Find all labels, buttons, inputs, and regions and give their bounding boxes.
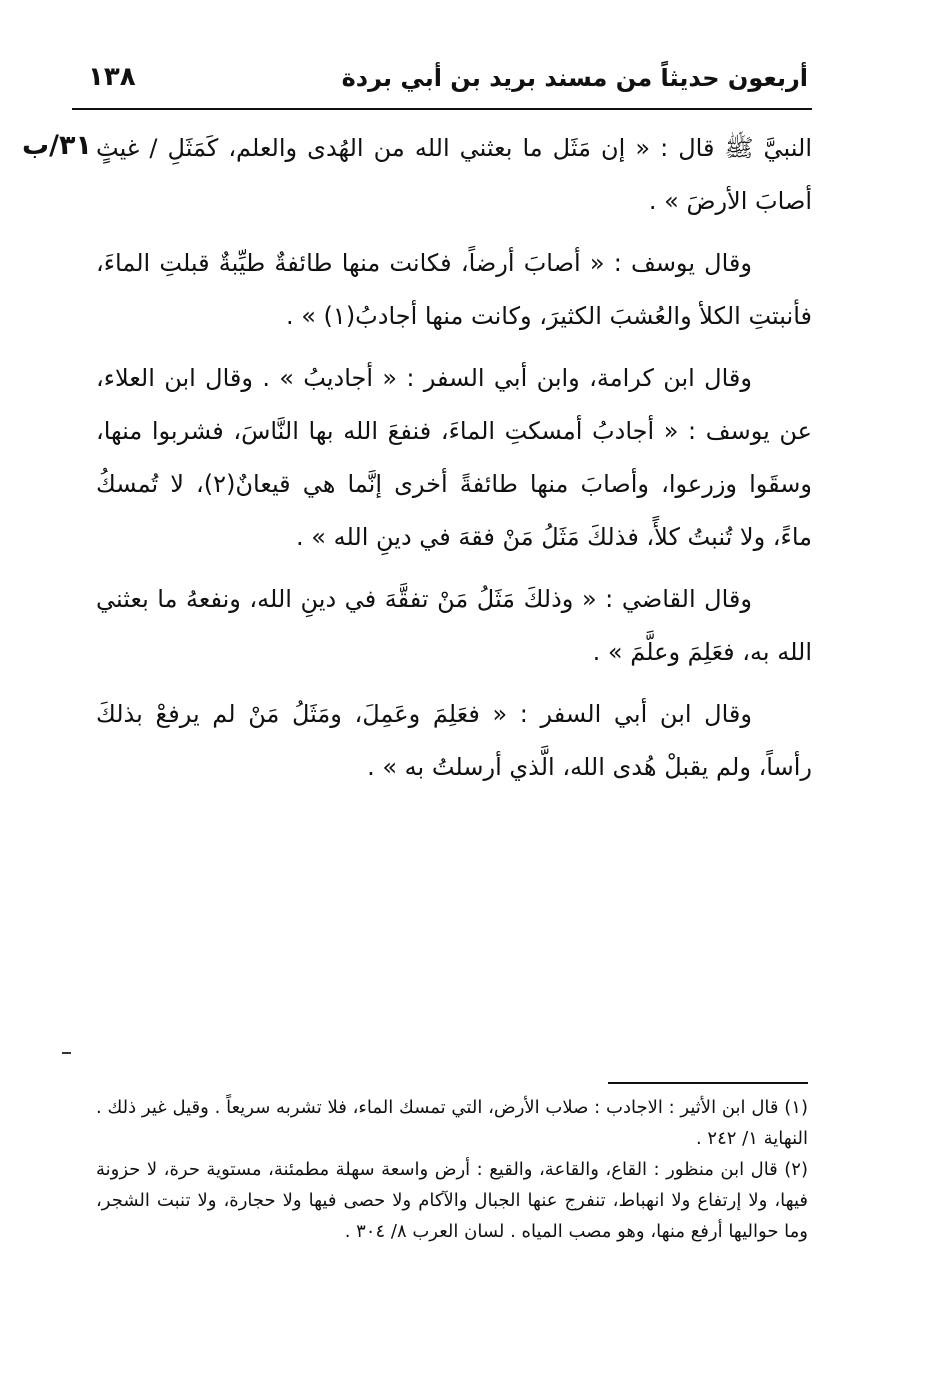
stray-mark xyxy=(62,1052,71,1054)
header-rule xyxy=(72,108,812,110)
page-number: ١٣٨ xyxy=(88,62,136,92)
footnotes xyxy=(96,1092,808,1247)
paragraph-2: وقال يوسف : « أصابَ أرضاً، فكانت منها طائفةٌ طيِّبةٌ قبلتِ الماءَ، فأنبتتِ الكلأ والعُشبَ الكثيرَ، وكانت منها أجادبُ(١) » . xyxy=(96,249,812,330)
running-title: أربعون حديثاً من مسند بريد بن أبي بردة xyxy=(341,64,808,92)
footnote-separator xyxy=(608,1082,808,1084)
footnote-1: (١) قال ابن الأثير : الاجادب : صلاب الأرض، التي تمسك الماء، فلا تشربه سريعاً . وقيل غير ذلك . النهاية ١/ ٢٤٢ . xyxy=(96,1097,808,1149)
paragraph-1: النبيَّ ﷺ قال : « إن مَثَل ما بعثني الله من الهُدى والعلم، كَمَثَلِ / غيثٍ أصابَ الأرضَ » . xyxy=(96,134,812,215)
manuscript-folio-reference: ٣١/ب xyxy=(22,130,92,161)
main-text xyxy=(96,122,812,803)
footnote-2: (٢) قال ابن منظور : القاع، والقاعة، والقيع : أرض واسعة سهلة مطمئنة، مستوية حرة، لا حزونة فيها، ولا إرتفاع ولا انهباط، تنفرج عنها الجبال والآكام ولا حصى فيها ولا حجارة، ولا تنبت الشجر، وما حواليها أرفع منها، وهو مصب المياه . لسان العرب ٨/ ٣٠٤ . xyxy=(96,1159,808,1242)
paragraph-3: وقال ابن كرامة، وابن أبي السفر : « أجاديبُ » . وقال ابن العلاء، عن يوسف : « أجادبُ أمسكتِ الماءَ، فنفعَ الله بها النَّاسَ، فشربوا منها، وسقَوا وزرعوا، وأصابَ منها طائفةً أخرى إنَّما هي قيعانٌ(٢)، لا تُمسكُ ماءً، ولا تُنبتُ كلأً، فذلكَ مَثَلُ مَنْ فقهَ في دينِ الله » . xyxy=(96,364,813,551)
running-header xyxy=(88,52,808,102)
paragraph-5: وقال ابن أبي السفر : « فعَلِمَ وعَمِلَ، ومَثَلُ مَنْ لم يرفعْ بذلكَ رأساً، ولم يقبلْ هُدى الله، الَّذي أرسلتُ به » . xyxy=(96,700,812,781)
paragraph-4: وقال القاضي : « وذلكَ مَثَلُ مَنْ تفقَّهَ في دينِ الله، ونفعهُ ما بعثني الله به، فعَلِمَ وعلَّمَ » . xyxy=(96,585,812,666)
